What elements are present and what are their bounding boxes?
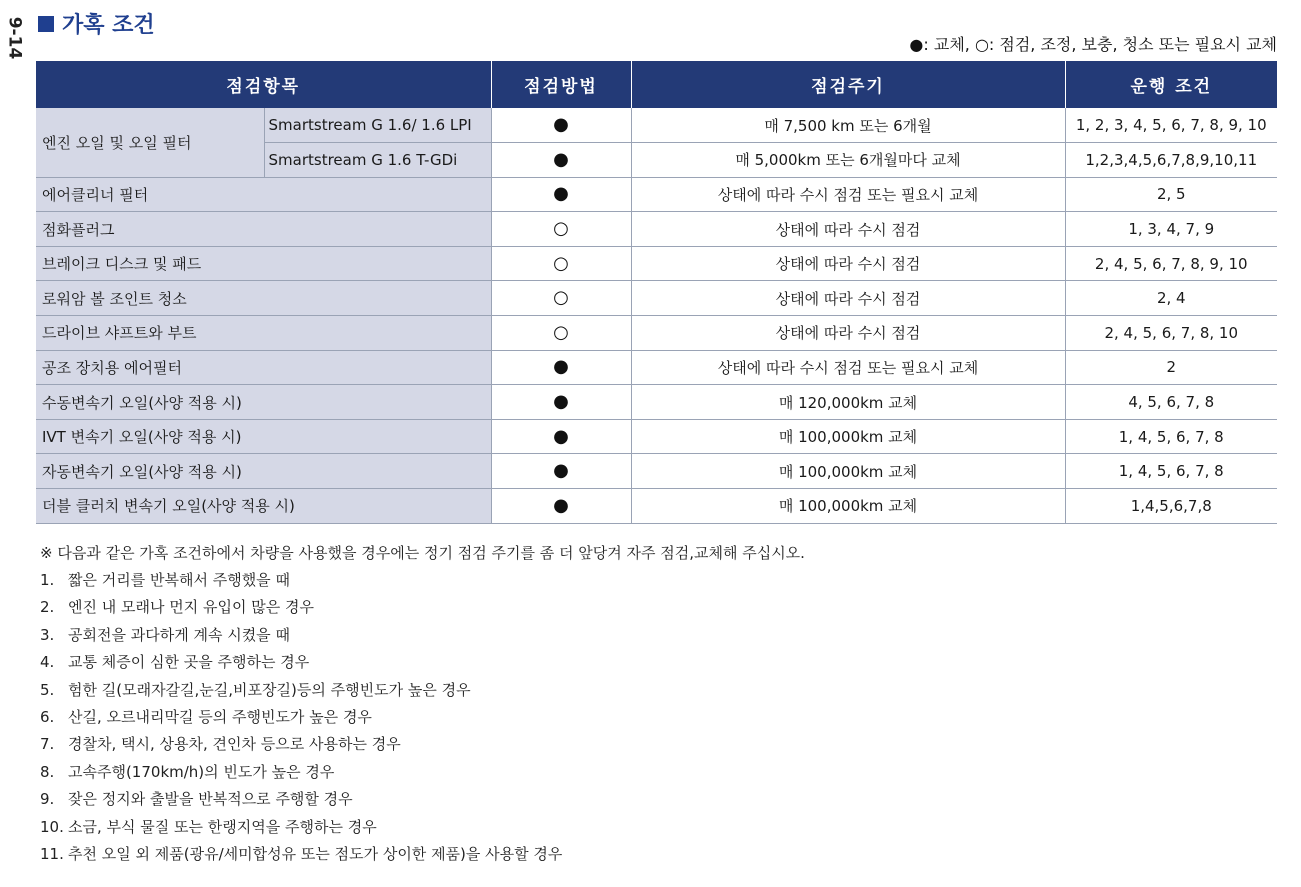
table-row (36, 419, 1277, 454)
section-title-text: 가혹 조건 (62, 13, 155, 38)
row-method (491, 454, 631, 489)
section-square-icon (38, 16, 54, 32)
row-interval: 매 7,500 km 또는 6개월 (631, 108, 1065, 143)
row-conditions: 1, 4, 5, 6, 7, 8 (1065, 419, 1277, 454)
row-item: 더블 클러치 변속기 오일(사양 적용 시) (36, 489, 491, 524)
list-item-number: 5. (40, 680, 55, 699)
row-conditions: 1,2,3,4,5,6,7,8,9,10,11 (1065, 143, 1277, 178)
list-item (40, 841, 805, 868)
row-conditions: 4, 5, 6, 7, 8 (1065, 385, 1277, 420)
table-row (36, 281, 1277, 316)
list-item (40, 622, 805, 649)
table-row (36, 454, 1277, 489)
list-item (40, 704, 805, 731)
row-method (491, 350, 631, 385)
header-conditions: 운행 조건 (1065, 61, 1277, 108)
list-item-text: 소금, 부식 물질 또는 한랭지역을 주행하는 경우 (68, 817, 377, 836)
inspect-mark-icon: ○ (553, 321, 569, 343)
list-item-number: 8. (40, 762, 55, 781)
row-interval: 상태에 따라 수시 점검 또는 필요시 교체 (631, 350, 1065, 385)
row-interval: 매 120,000km 교체 (631, 385, 1065, 420)
row-method (491, 281, 631, 316)
section-title (38, 8, 155, 39)
row-method (491, 246, 631, 281)
row-conditions: 1, 3, 4, 7, 9 (1065, 212, 1277, 247)
page-number-text: 9-14 (4, 16, 25, 60)
list-item-text: 추천 오일 외 제품(광유/세미합성유 또는 점도가 상이한 제품)을 사용할 경우 (68, 844, 563, 863)
table-header-row (36, 61, 1277, 108)
list-item-number: 9. (40, 790, 55, 809)
row-method (491, 316, 631, 351)
table-row (36, 108, 1277, 143)
row-interval: 상태에 따라 수시 점검 또는 필요시 교체 (631, 177, 1065, 212)
list-item (40, 649, 805, 676)
list-item-text: 산길, 오르내리막길 등의 주행빈도가 높은 경우 (68, 707, 372, 726)
list-item-number: 2. (40, 598, 55, 617)
row-interval: 상태에 따라 수시 점검 (631, 316, 1065, 351)
list-item (40, 759, 805, 786)
row-item: 점화플러그 (36, 212, 491, 247)
row-method (491, 143, 631, 178)
row-conditions: 1,4,5,6,7,8 (1065, 489, 1277, 524)
row-method (491, 108, 631, 143)
list-item (40, 567, 805, 594)
list-item-number: 3. (40, 625, 55, 644)
list-item-text: 짧은 거리를 반복해서 주행했을 때 (68, 571, 290, 589)
inspect-mark-icon: ○ (553, 252, 569, 274)
list-item-text: 교통 체증이 심한 곳을 주행하는 경우 (68, 653, 310, 672)
row-item: 브레이크 디스크 및 패드 (36, 246, 491, 281)
row-interval: 매 100,000km 교체 (631, 419, 1065, 454)
table-row (36, 489, 1277, 524)
list-item-text: 엔진 내 모래나 먼지 유입이 많은 경우 (68, 598, 314, 617)
replace-mark-icon: ● (553, 183, 569, 205)
row-item: 자동변속기 오일(사양 적용 시) (36, 454, 491, 489)
row-item: 공조 장치용 에어필터 (36, 350, 491, 385)
row-conditions: 1, 4, 5, 6, 7, 8 (1065, 454, 1277, 489)
list-item (40, 814, 805, 841)
list-item-text: 고속주행(170km/h)의 빈도가 높은 경우 (68, 762, 335, 781)
row-conditions: 2, 4 (1065, 281, 1277, 316)
row-subitem: Smartstream G 1.6/ 1.6 LPI (264, 108, 491, 143)
list-item (40, 731, 805, 758)
replace-mark-icon: ● (553, 460, 569, 482)
row-conditions: 2, 4, 5, 6, 7, 8, 10 (1065, 316, 1277, 351)
row-interval: 매 100,000km 교체 (631, 489, 1065, 524)
table-row (36, 177, 1277, 212)
legend: ●: 교체, ○: 점검, 조정, 보충, 청소 또는 필요시 교체 (909, 35, 1277, 54)
list-item (40, 594, 805, 621)
replace-mark-icon: ● (553, 114, 569, 136)
row-method (491, 385, 631, 420)
row-conditions: 2 (1065, 350, 1277, 385)
table-row (36, 316, 1277, 351)
table-row (36, 385, 1277, 420)
row-method (491, 212, 631, 247)
notes-list (40, 567, 805, 868)
replace-mark-icon: ● (553, 494, 569, 516)
row-conditions: 1, 2, 3, 4, 5, 6, 7, 8, 9, 10 (1065, 108, 1277, 143)
row-interval: 상태에 따라 수시 점검 (631, 212, 1065, 247)
row-item: 엔진 오일 및 오일 필터 (36, 108, 264, 177)
list-item-number: 4. (40, 653, 55, 672)
row-item: 에어클리너 필터 (36, 177, 491, 212)
inspect-mark-icon: ○ (553, 218, 569, 240)
row-interval: 매 100,000km 교체 (631, 454, 1065, 489)
row-subitem: Smartstream G 1.6 T-GDi (264, 143, 491, 178)
header-item: 점검항목 (36, 61, 491, 108)
maintenance-table (36, 61, 1277, 524)
list-item (40, 677, 805, 704)
table-row (36, 246, 1277, 281)
list-item-number: 6. (40, 707, 55, 726)
notes-section (40, 540, 805, 868)
row-interval: 상태에 따라 수시 점검 (631, 281, 1065, 316)
list-item-text: 험한 길(모래자갈길,눈길,비포장길)등의 주행빈도가 높은 경우 (68, 680, 471, 699)
inspect-mark-icon: ○ (553, 287, 569, 309)
list-item-text: 잦은 정지와 출발을 반복적으로 주행할 경우 (68, 790, 353, 809)
row-method (491, 489, 631, 524)
list-item-number: 1. (40, 571, 55, 589)
row-interval: 매 5,000km 또는 6개월마다 교체 (631, 143, 1065, 178)
row-item: 로워암 볼 조인트 청소 (36, 281, 491, 316)
row-method (491, 177, 631, 212)
notes-intro: ※ 다음과 같은 가혹 조건하에서 차량을 사용했을 경우에는 정기 점검 주기를 좀 더 앞당겨 자주 점검,교체해 주십시오. (40, 544, 805, 562)
row-item: 수동변속기 오일(사양 적용 시) (36, 385, 491, 420)
list-item-number: 11. (40, 844, 64, 863)
row-interval: 상태에 따라 수시 점검 (631, 246, 1065, 281)
list-item-number: 10. (40, 817, 64, 836)
header-interval: 점검주기 (631, 61, 1065, 108)
table-row (36, 350, 1277, 385)
row-conditions: 2, 5 (1065, 177, 1277, 212)
row-item: IVT 변속기 오일(사양 적용 시) (36, 419, 491, 454)
row-item: 드라이브 샤프트와 부트 (36, 316, 491, 351)
replace-mark-icon: ● (553, 148, 569, 170)
list-item-number: 7. (40, 735, 55, 754)
replace-mark-icon: ● (553, 356, 569, 378)
list-item-text: 경찰차, 택시, 상용차, 견인차 등으로 사용하는 경우 (68, 735, 401, 754)
table-row (36, 212, 1277, 247)
page-number (1, 12, 27, 64)
row-conditions: 2, 4, 5, 6, 7, 8, 9, 10 (1065, 246, 1277, 281)
replace-mark-icon: ● (553, 425, 569, 447)
list-item (40, 786, 805, 813)
replace-mark-icon: ● (553, 391, 569, 413)
list-item-text: 공회전을 과다하게 계속 시켰을 때 (68, 625, 290, 644)
row-method (491, 419, 631, 454)
header-method: 점검방법 (491, 61, 631, 108)
